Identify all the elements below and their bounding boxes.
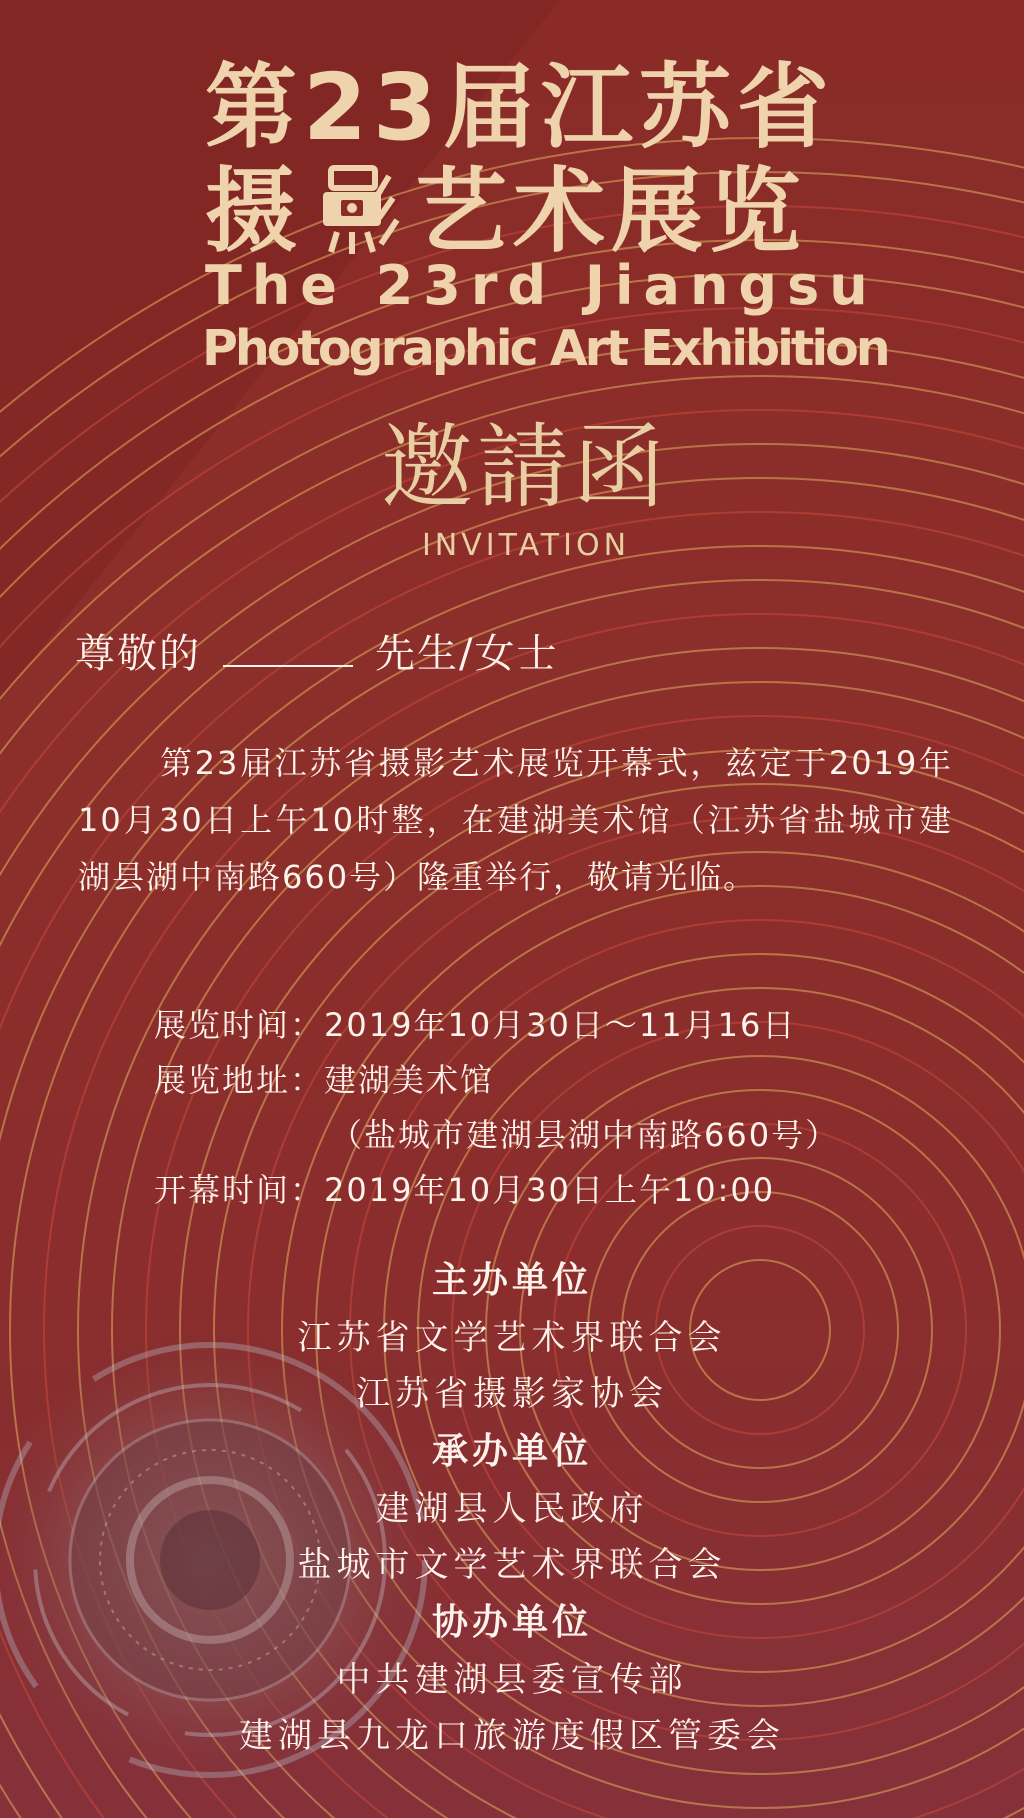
- intro-paragraph: 第23届江苏省摄影艺术展览开幕式，兹定于2019年10月30日上午10时整，在建湖美术馆（江苏省盐城市建湖县湖中南路660号）隆重举行，敬请光临。: [78, 744, 953, 896]
- title-chinese-line1: 第23届江苏省: [205, 54, 836, 161]
- invitation-heading-cn: 邀請函: [380, 414, 669, 521]
- title-english-line2: Photographic Art Exhibition: [202, 320, 888, 377]
- exhibition-address-detail: （盐城市建湖县湖中南路660号）: [330, 1116, 840, 1154]
- title-chinese-art-exhibition: 艺术展览: [415, 158, 808, 265]
- host-org-2: 江苏省摄影家协会: [356, 1374, 668, 1414]
- title-chinese-she: 摄: [205, 158, 304, 265]
- title-chinese-line2: [205, 158, 808, 265]
- undertaker-org-2: 盐城市文学艺术界联合会: [297, 1545, 727, 1585]
- title-english-line1: The 23rd Jiangsu: [205, 254, 878, 317]
- co-organizer-2: 建湖县九龙口旅游度假区管委会: [239, 1716, 785, 1756]
- invitation-heading-en: INVITATION: [421, 528, 631, 563]
- undertaker-org-1: 建湖县人民政府: [375, 1489, 649, 1529]
- co-organizer-heading: 协办单位: [431, 1601, 592, 1643]
- opening-time: 开幕时间：2019年10月30日上午10:00: [154, 1171, 776, 1209]
- camera-shadow-icon: [311, 162, 407, 258]
- exhibition-time: 展览时间：2019年10月30日～11月16日: [154, 1006, 797, 1044]
- exhibition-address: 展览地址：建湖美术馆: [154, 1061, 495, 1099]
- host-org-1: 江苏省文学艺术界联合会: [297, 1318, 727, 1358]
- salutation-prefix: 尊敬的: [75, 631, 201, 677]
- host-heading: 主办单位: [431, 1259, 592, 1301]
- undertaker-heading: 承办单位: [431, 1430, 592, 1472]
- name-blank: [223, 633, 353, 667]
- co-organizer-1: 中共建湖县委宣传部: [336, 1660, 688, 1700]
- salutation-suffix: 先生/女士: [375, 631, 559, 677]
- salutation: [75, 622, 558, 679]
